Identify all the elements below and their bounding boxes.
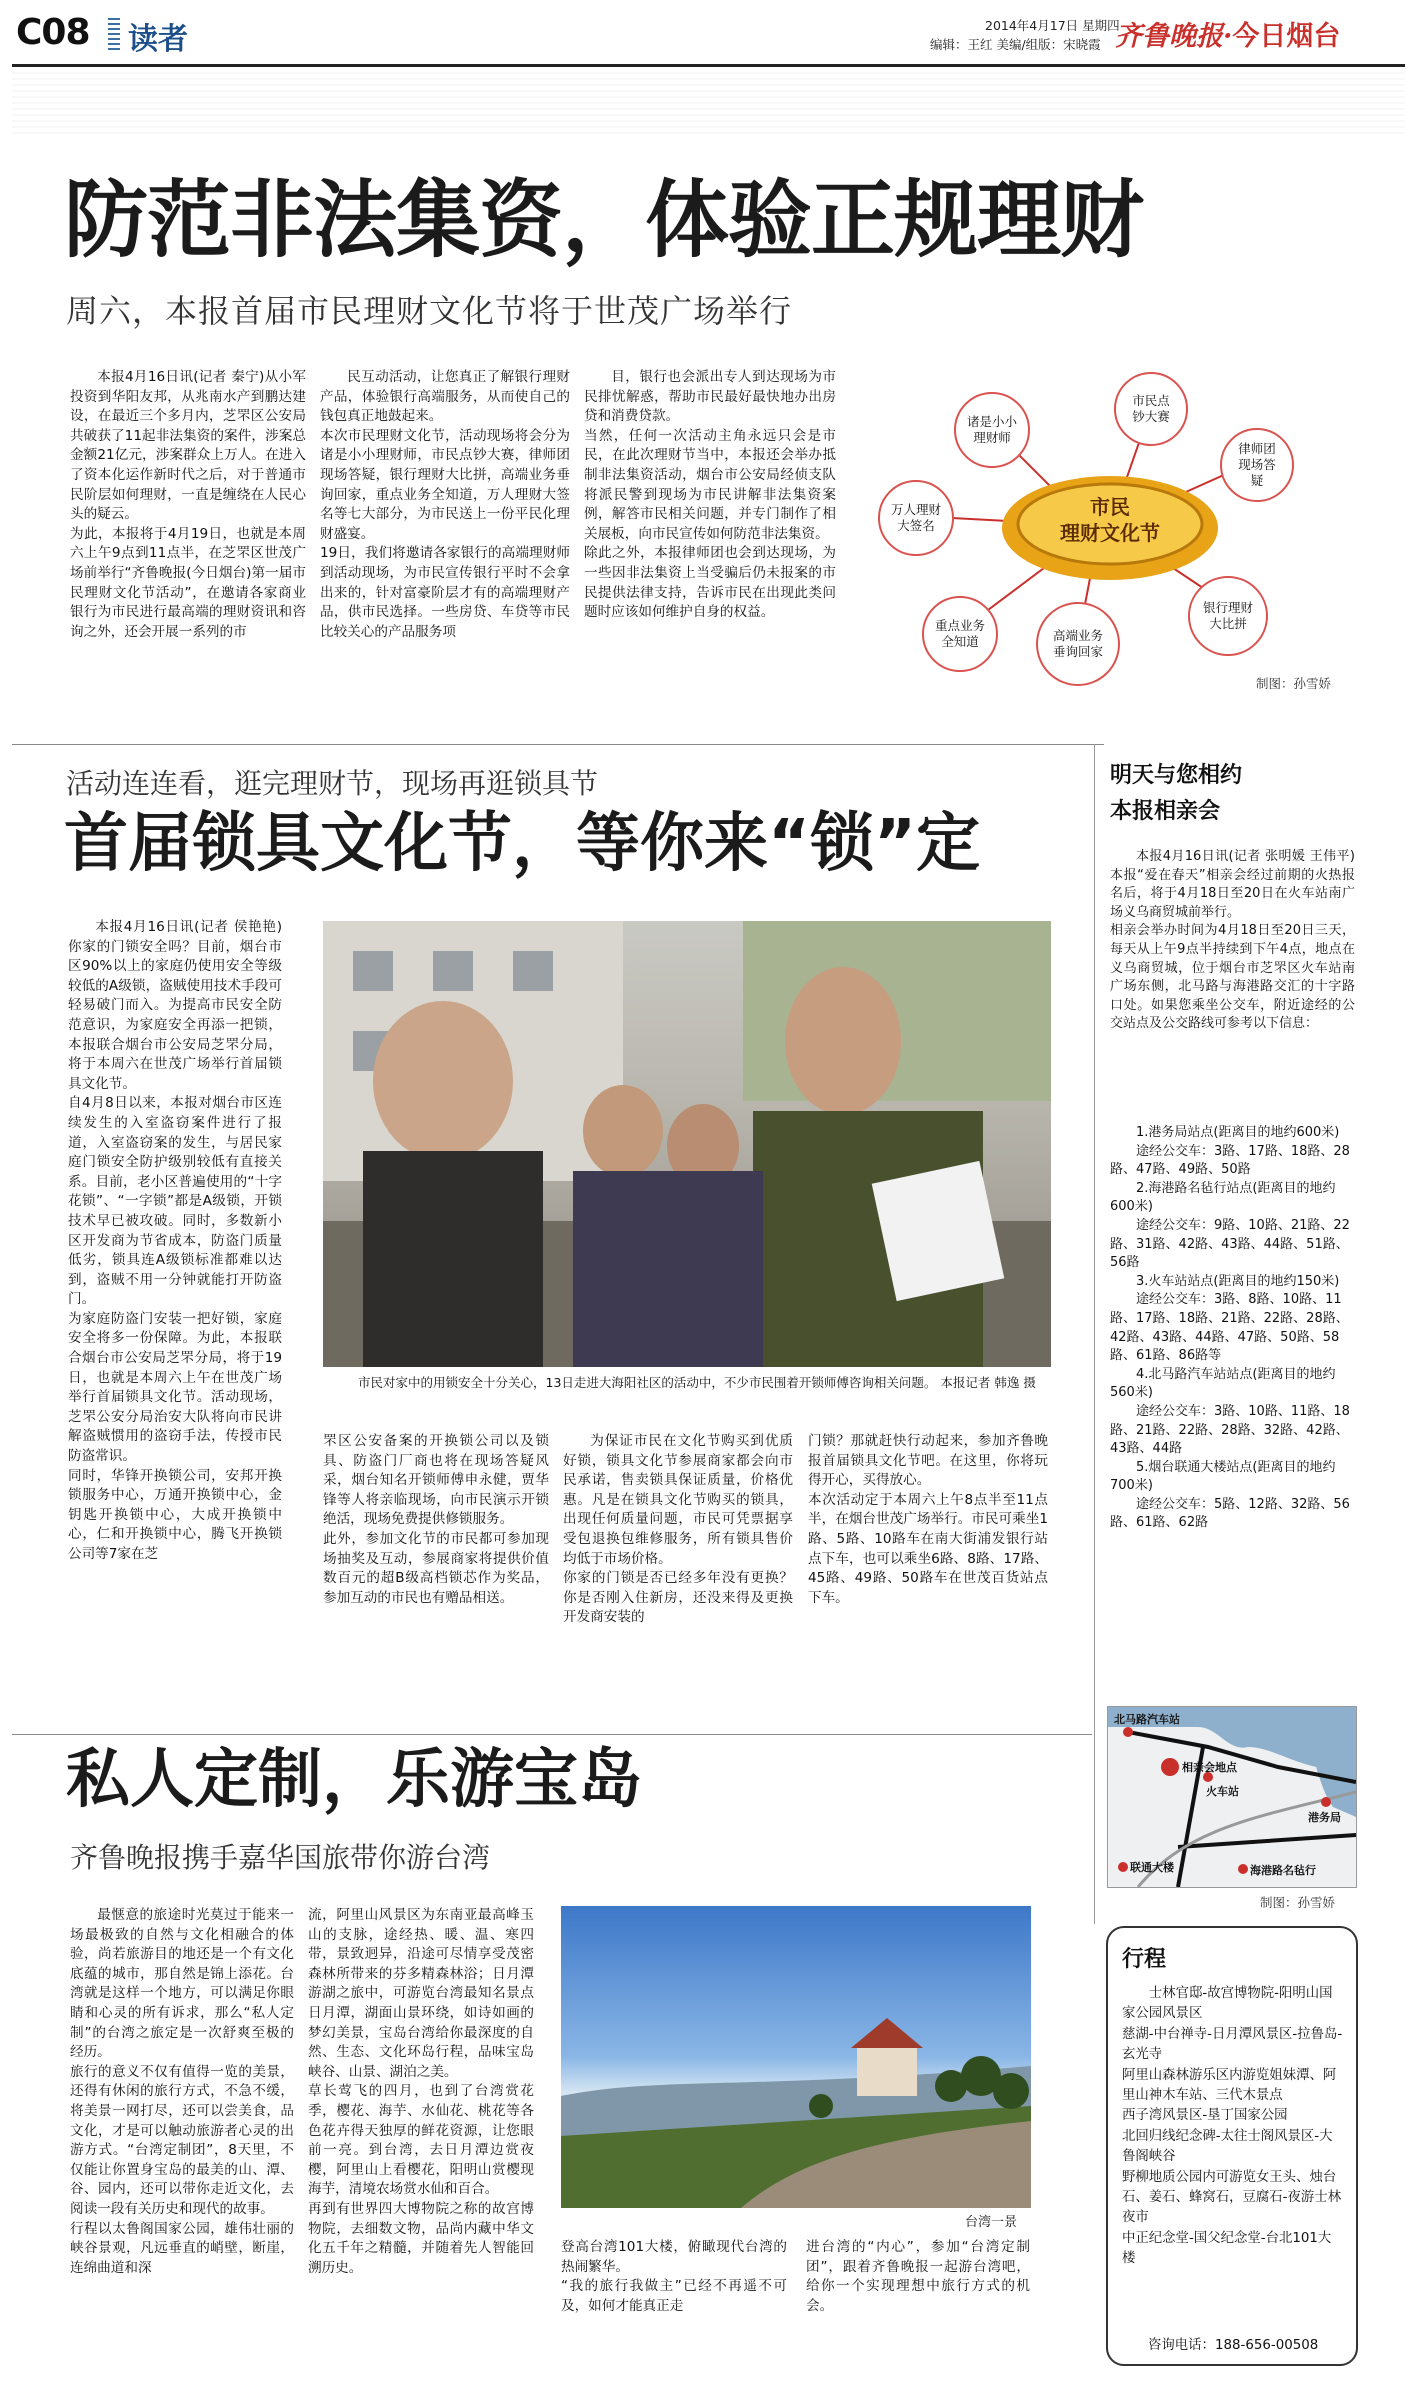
itinerary-list: 士林官邸-故宫博物院-阳明山国家公园风景区 慈湖-中台禅寺-日月潭风景区-拉鲁岛-玄光寺 阿里山森林游乐区内游览姐妹潭、阿里山神木车站、三代木景点 西子湾风景区-垦丁国家公园 北回归线纪念碑-太往士阁风景区-大鲁阁峡谷 野柳地质公园内可游览女王头、烛台石、姜石、蜂窝石，豆腐石-夜游士林夜市 中正纪念堂-国父纪念堂-台北101大楼 xyxy=(1122,1986,1343,2267)
article1-column-3: 目，银行也会派出专人到达现场为市民排忧解惑，帮助市民最好最快地办出房贷和消费贷款。 当然，任何一次活动主角永远只会是市民，在此次理财节当中，本报还会举办抵制非法集资活动，烟台市公安局经侦支队将派民警到现场为市民讲解非法集资案例，解答市民相关问题，并专门制作了相关展板，向市民宣传如何防范非法集资。 除此之外，本报律师团也会到达现场，为一些因非法集资上当受骗后仍未报案的市民提供法律支持，告诉市民在出现此类问题时应该如何维护自身的权益。 xyxy=(584,369,836,621)
article2-kicker: 活动连连看，逛完理财节，现场再逛锁具节 xyxy=(66,767,599,800)
map-credit: 制图：孙雪娇 xyxy=(1260,1895,1336,1910)
masthead-name: 齐鲁晚报 xyxy=(1115,21,1223,52)
venue-map xyxy=(1107,1706,1357,1888)
map-label-port-bureau: 港务局 xyxy=(1308,1811,1341,1824)
article3-column-3: 登高台湾101大楼，俯瞰现代台湾的热闹繁华。 “我的旅行我做主”已经不再遥不可及，如何才能真正走 xyxy=(561,2239,787,2314)
sidebar-title-2: 本报相亲会 xyxy=(1110,799,1221,824)
finance-festival-diagram xyxy=(860,356,1360,696)
sidebar-title-1: 明天与您相约 xyxy=(1110,763,1243,788)
sidebar-divider xyxy=(1094,744,1095,1924)
article3-column-2: 流，阿里山风景区为东南亚最高峰玉山的支脉，途经热、暖、温、寒四带，景致迥异，沿途可尽情享受茂密森林所带来的芬多精森林浴；日月潭游湖之旅中，可游览台湾最知名景点日月潭，湖面山景环绕，如诗如画的梦幻美景，宝岛台湾给你最深度的自然、生态、文化环岛行程，品味宝岛峡谷、山景、湖泊之美。 草长莺飞的四月，也到了台湾赏花季，樱花、海芋、水仙花、桃花等各色花卉得天独厚的鲜花资源，让您眼前一亮。到台湾，去日月潭边赏夜樱，阿里山上看樱花，阳明山赏樱现海芋，清境农场赏水仙和百合。 再到有世界四大博物院之称的故宫博物院，去细数文物，品尚内藏中华文化五千年之精髓，并随着先人智能回溯历史。 xyxy=(308,1907,534,2276)
masthead-sub: 今日烟台 xyxy=(1232,21,1341,52)
route-stop-2: 2.海港路名毡行站点(距离目的地约600米) xyxy=(1110,1180,1336,1215)
page-number: C08 xyxy=(16,12,90,53)
masthead-logo: 齐鲁晚报·今日烟台 xyxy=(1115,21,1341,52)
sidebar-routes xyxy=(1110,1124,1355,1533)
article2-column-4: 门锁？那就赶快行动起来，参加齐鲁晚报首届锁具文化节吧。在这里，你将玩得开心，买得放心。 本次活动定于本周六上午8点半至11点半，在烟台世茂广场举行。市民可乘坐1路、5路、10路车在南大街浦发银行站点下车，也可以乘坐6路、8路、17路、45路、49路、50路车在世茂百货站点下车。 xyxy=(808,1433,1048,1606)
section-divider-1 xyxy=(12,744,1104,745)
article3-headline: 私人定制，乐游宝岛 xyxy=(66,1743,642,1817)
article2-column-2: 罘区公安备案的开换锁公司以及锁具、防盗门厂商也将在现场答疑风采，烟台知名开锁师傅申永健，贾华锋等人将亲临现场，向市民演示开锁绝活，现场免费提供修锁服务。 此外，参加文化节的市民都可参加现场抽奖及互动，参展商家将提供价值数百元的超B级高档锁芯作为奖品，参加互动的市民也有赠品相送。 xyxy=(323,1433,549,1606)
lock-photo-caption: 市民对家中的用锁安全十分关心，13日走进大海阳社区的活动中，不少市民围着开锁师傅咨询相关问题。 本报记者 韩逸 摄 xyxy=(358,1375,1036,1390)
diagram-node-key-business: 重点业务 全知道 xyxy=(922,596,998,672)
article1-column-2: 民互动活动，让您真正了解银行理财产品，体验银行高端服务，从而使自己的钱包真正地鼓起来。 本次市民理财文化节，活动现场将会分为诸是小小理财师，市民点钞大赛，律师团现场答疑，银行理财大比拼，高端业务垂询回家，重点业务全知道，万人理财大签名等七大部分，为市民送上一份平民化理财盛宴。 19日，我们将邀请各家银行的高端理财师到活动现场，为市民宣传银行平时不会拿出来的，针对富豪阶层才有的高端理财产品，供市民选择。一些房贷、车贷等市民比较关心的产品服务项 xyxy=(320,369,570,640)
article3-column-4: 进台湾的“内心”，参加“台湾定制团”，跟着齐鲁晚报一起游台湾吧，给你一个实现理想中旅行方式的机会。 xyxy=(806,2239,1030,2314)
route-buses-3: 途经公交车：3路、8路、10路、11路、17路、18路、21路、22路、28路、42路、43路、44路、47路、50路、58路、61路、86路等 xyxy=(1110,1292,1349,1364)
map-label-unicom: 联通大楼 xyxy=(1130,1861,1174,1874)
route-buses-4: 途经公交车：3路、10路、11路、18路、21路、22路、28路、32路、42路、43路、44路 xyxy=(1110,1403,1350,1457)
taiwan-photo-caption: 台湾一景 xyxy=(965,2215,1018,2230)
route-stop-3: 3.火车站站点(距离目的地约150米) xyxy=(1136,1273,1340,1289)
header-band xyxy=(12,72,1405,136)
sidebar-intro: 本报4月16日讯(记者 张明媛 王伟平) 本报“爱在春天”相亲会经过前期的火热报名后，将于4月18日至20日在火车站南广场义乌商贸城前举行。 相亲会举办时间为4月18日至20日三天，每天从上午9点半持续到下午4点，地点在义乌商贸城，位于烟台市芝罘区火车站南广场东侧，北马路与海港路交汇的十字路口处。如果您乘坐公交车，附近途经的公交站点及公交路线可参考以下信息： xyxy=(1110,849,1355,1032)
route-buses-1: 途经公交车：3路、17路、18路、28路、47路、49路、50路 xyxy=(1110,1143,1350,1178)
itinerary-phone: 咨询电话：188-656-00508 xyxy=(1148,2338,1319,2353)
diagram-node-bank-contest: 银行理财 大比拼 xyxy=(1188,576,1268,656)
diagram-node-lawyer-qa: 律师团 现场答 疑 xyxy=(1220,428,1294,502)
photo-scene xyxy=(323,921,1051,1367)
section-title: 读者 xyxy=(128,22,188,57)
diagram-center: 市民 理财文化节 xyxy=(1060,495,1160,545)
route-buses-2: 途经公交车：9路、10路、21路、22路、31路、42路、43路、44路、51路、56路 xyxy=(1110,1217,1350,1271)
route-stop-4: 4.北马路汽车站站点(距离目的地约560米) xyxy=(1110,1366,1336,1401)
map-label-train-station: 火车站 xyxy=(1206,1785,1239,1798)
editor-credits: 编辑：王红 美编/组版：宋晓霞 xyxy=(930,37,1101,52)
diagram-node-young-planner: 诸是小小 理财师 xyxy=(954,392,1030,468)
lock-festival-photo xyxy=(323,921,1051,1367)
diagram-node-mass-signing: 万人理财 大签名 xyxy=(878,480,954,556)
article3-subhead: 齐鲁晚报携手嘉华国旅带你游台湾 xyxy=(70,1841,491,1874)
article2-column-3: 为保证市民在文化节购买到优质好锁，锁具文化节参展商家都会向市民承诺，售卖锁具保证质量，价格优惠。凡是在锁具文化节购买的锁具，出现任何质量问题，市民可凭票据享受包退换包维修服务，所有锁具售价均低于市场价格。 你家的门锁是否已经多年没有更换？你是否刚入住新房，还没来得及更换开发商安装的 xyxy=(563,1433,793,1626)
taiwan-scene xyxy=(561,1906,1031,2208)
map-label-venue: 相亲会地点 xyxy=(1182,1761,1237,1774)
diagram-node-premium-service: 高端业务 垂询回家 xyxy=(1036,602,1120,686)
article1-column-1: 本报4月16日讯(记者 秦宁)从小军投资到华阳友邦，从兆南水产到鹏达建设，在最近三个多月内，芝罘区公安局共破获了11起非法集资的案件，涉案总金额21亿元，涉案群众上万人。在进入了资本化运作新时代之后，对于普通市民阶层如何理财，一直是缠绕在人民心头的疑云。 为此，本报将于4月19日，也就是本周六上午9点到11点半，在芝罘区世茂广场前举行“齐鲁晚报(今日烟台)第一届市民理财文化节活动”，在邀请各家商业银行为市民进行最高端的理财资讯和咨询之外，还会开展一系列的市 xyxy=(70,369,306,640)
diagram-node-cash-counting: 市民点 钞大赛 xyxy=(1114,372,1188,446)
route-buses-5: 途经公交车：5路、12路、32路、56路、61路、62路 xyxy=(1110,1496,1350,1531)
itinerary-title: 行程 xyxy=(1122,1947,1167,1972)
route-stop-1: 1.港务局站点(距离目的地约600米) xyxy=(1136,1125,1340,1140)
map-label-bus-station: 北马路汽车站 xyxy=(1114,1713,1180,1726)
article1-headline: 防范非法集资，体验正规理财 xyxy=(64,171,1144,269)
section-divider-2 xyxy=(12,1734,1092,1735)
section-marker-icon xyxy=(108,18,120,52)
itinerary-box xyxy=(1106,1926,1358,2366)
map-label-felt-shop: 海港路名毡行 xyxy=(1250,1864,1316,1877)
diagram-credit: 制图：孙雪娇 xyxy=(1256,676,1332,691)
header-rule xyxy=(12,64,1405,67)
taiwan-photo xyxy=(561,1906,1031,2208)
article1-subhead: 周六，本报首届市民理财文化节将于世茂广场举行 xyxy=(66,292,793,330)
issue-date: 2014年4月17日 星期四 xyxy=(985,18,1120,33)
route-stop-5: 5.烟台联通大楼站点(距离目的地约700米) xyxy=(1110,1459,1336,1494)
article3-column-1: 最惬意的旅途时光莫过于能来一场最极致的自然与文化相融合的体验，尚若旅游目的地还是一个有文化底蕴的城市，那自然是锦上添花。台湾就是这样一个地方，可以满足你眼睛和心灵的所有诉求，那么“私人定制”的台湾之旅定是一次舒爽至极的经历。 旅行的意义不仅有值得一览的美景，还得有休闲的旅行方式，不急不缓，将美景一网打尽，还可以尝美食，品文化，才是可以触动旅游者心灵的出游方式。“台湾定制团”，8天里，不仅能让你置身宝岛的最美的山、潭、谷、园内，还可以带你走近文化，去阅读一段有关历史和现代的故事。 行程以太鲁阁国家公园，雄伟壮丽的峡谷景观，凡远垂直的峭壁，断崖，连绵曲道和深 xyxy=(70,1907,294,2276)
article2-column-1: 本报4月16日讯(记者 侯艳艳) 你家的门锁安全吗？目前，烟台市区90%以上的家庭仍使用安全等级较低的A级锁，盗贼使用技术手段可轻易破门而入。为提高市民安全防范意识，为家庭安全再添一把锁，本报联合烟台市公安局芝罘分局，将于本周六在世茂广场举行首届锁具文化节。 自4月8日以来，本报对烟台市区连续发生的入室盗窃案件进行了报道，入室盗窃案的发生，与居民家庭门锁安全防护级别较低有直接关系。目前，老小区普遍使用的“十字花锁”、“一字锁”都是A级锁，开锁技术早已被攻破。同时，多数新小区开发商为节省成本，防盗门质量低劣，锁具连A级锁标准都难以达到，盗贼不用一分钟就能打开防盗门。 为家庭防盗门安装一把好锁，家庭安全将多一份保障。为此，本报联合烟台市公安局芝罘分局，将于19日，也就是本周六上午在世茂广场举行首届锁具文化节。活动现场，芝罘公安分局治安大队将向市民讲解盗贼惯用的盗窃手法，传授市民防盗常识。 同时，华锋开换锁公司，安邦开换锁服务中心，万通开换锁中心，金钥匙开换锁中心，大成开换锁中心，仁和开换锁中心，腾飞开换锁公司等7家在芝 xyxy=(68,919,282,1562)
article2-headline: 首届锁具文化节，等你来“锁”定 xyxy=(64,807,981,881)
